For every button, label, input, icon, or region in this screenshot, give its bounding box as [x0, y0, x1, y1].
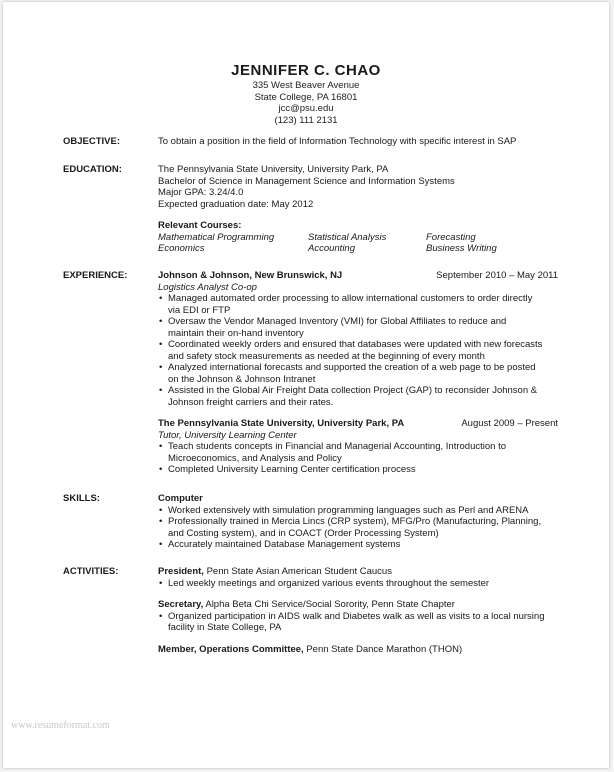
objective-section — [158, 136, 558, 148]
job-role: Tutor, University Learning Center — [158, 429, 297, 441]
address-line-2: State College, PA 16801 — [254, 91, 358, 103]
list-item: • Managed automated order processing to allow international customers to order directly via EDI or FTP — [158, 293, 558, 316]
courses-title: Relevant Courses: — [158, 220, 242, 231]
course-item: Statistical Analysis — [308, 231, 387, 243]
activity-header: Secretary, Alpha Beta Chi Service/Social Sorority, Penn State Chapter — [158, 599, 455, 610]
course-item: Forecasting — [426, 231, 476, 243]
email: jcc@psu.edu — [278, 103, 334, 114]
course-item: Mathematical Programming — [158, 231, 275, 243]
education-label: EDUCATION: — [63, 164, 122, 175]
list-item: • Analyzed international forecasts and supported the creation of a web page to be posted on the Johnson & Johnson Intranet — [158, 362, 558, 385]
activity-header: Member, Operations Committee, Penn State Dance Marathon (THON) — [158, 643, 463, 655]
job-employer: The Pennsylvania State University, University Park, PA — [158, 418, 405, 429]
skills-bullets — [158, 505, 558, 551]
skills-label: SKILLS: — [63, 493, 100, 504]
list-item: • Teach students concepts in Financial and Managerial Accounting, Introduction to Microeconomics, and Analysis and Policy — [158, 441, 558, 464]
job-role: Logistics Analyst Co-op — [158, 281, 257, 293]
list-item: • Assisted in the Global Air Freight Data collection Project (GAP) to reconsider Johnson & Johnson freight carriers and their rates. — [158, 385, 558, 408]
resume-header — [3, 62, 609, 126]
activities-section — [158, 566, 558, 655]
phone: (123) 111 2131 — [274, 114, 338, 126]
list-item: • Coordinated weekly orders and ensured that databases were updated with new forecasts and safety stock measurements as needed at the beginning of every month — [158, 339, 558, 362]
candidate-name: JENNIFER C. CHAO — [231, 62, 381, 79]
course-item: Business Writing — [426, 243, 497, 254]
job-bullets — [158, 441, 558, 476]
skills-section — [158, 493, 558, 551]
list-item: • Led weekly meetings and organized various events throughout the semester — [158, 578, 558, 590]
objective-text: To obtain a position in the field of Information Technology with specific interest in SAP — [158, 136, 517, 147]
job-employer: Johnson & Johnson, New Brunswick, NJ — [158, 270, 343, 281]
activity-bullets — [158, 611, 558, 634]
list-item: • Worked extensively with simulation programming languages such as Perl and ARENA — [158, 505, 558, 517]
activity-header: President, Penn State Asian American Student Caucus — [158, 566, 392, 577]
education-line: Expected graduation date: May 2012 — [158, 198, 314, 210]
education-line: Bachelor of Science in Management Science and Information Systems — [158, 175, 455, 187]
list-item: • Professionally trained in Mercia Lincs (CRP system), MFG/Pro (Manufacturing, Planning, and Costing system), and in COACT (Order Processing System) — [158, 516, 558, 539]
job-header — [158, 418, 558, 430]
course-item: Economics — [158, 243, 205, 254]
list-item: • Organized participation in AIDS walk and Diabetes walk as well as visits to a local nursing facility in State College, PA — [158, 611, 558, 634]
list-item: • Completed University Learning Center certification process — [158, 464, 558, 476]
objective-label: OBJECTIVE: — [63, 136, 121, 147]
job-dates: September 2010 – May 2011 — [436, 270, 558, 281]
education-line: Major GPA: 3.24/4.0 — [158, 187, 244, 198]
course-item: Accounting — [308, 243, 356, 254]
address-line-1: 335 West Beaver Avenue — [252, 80, 360, 91]
education-line: The Pennsylvania State University, University Park, PA — [158, 164, 389, 175]
job-dates: August 2009 – Present — [461, 418, 558, 429]
list-item: • Accurately maintained Database Management systems — [158, 539, 558, 551]
skills-title: Computer — [158, 493, 203, 504]
watermark: www.resumeformat.com — [11, 720, 110, 731]
education-section — [158, 164, 558, 255]
experience-label: EXPERIENCE: — [63, 270, 128, 281]
activities-label: ACTIVITIES: — [63, 566, 119, 577]
job-bullets — [158, 293, 558, 408]
courses-grid — [158, 232, 558, 255]
experience-section — [158, 270, 558, 476]
job-header — [158, 270, 558, 282]
activity-bullets — [158, 578, 558, 590]
resume-page — [3, 2, 609, 768]
list-item: • Oversaw the Vendor Managed Inventory (VMI) for Global Affiliates to reduce and maintain their on-hand inventory — [158, 316, 558, 339]
